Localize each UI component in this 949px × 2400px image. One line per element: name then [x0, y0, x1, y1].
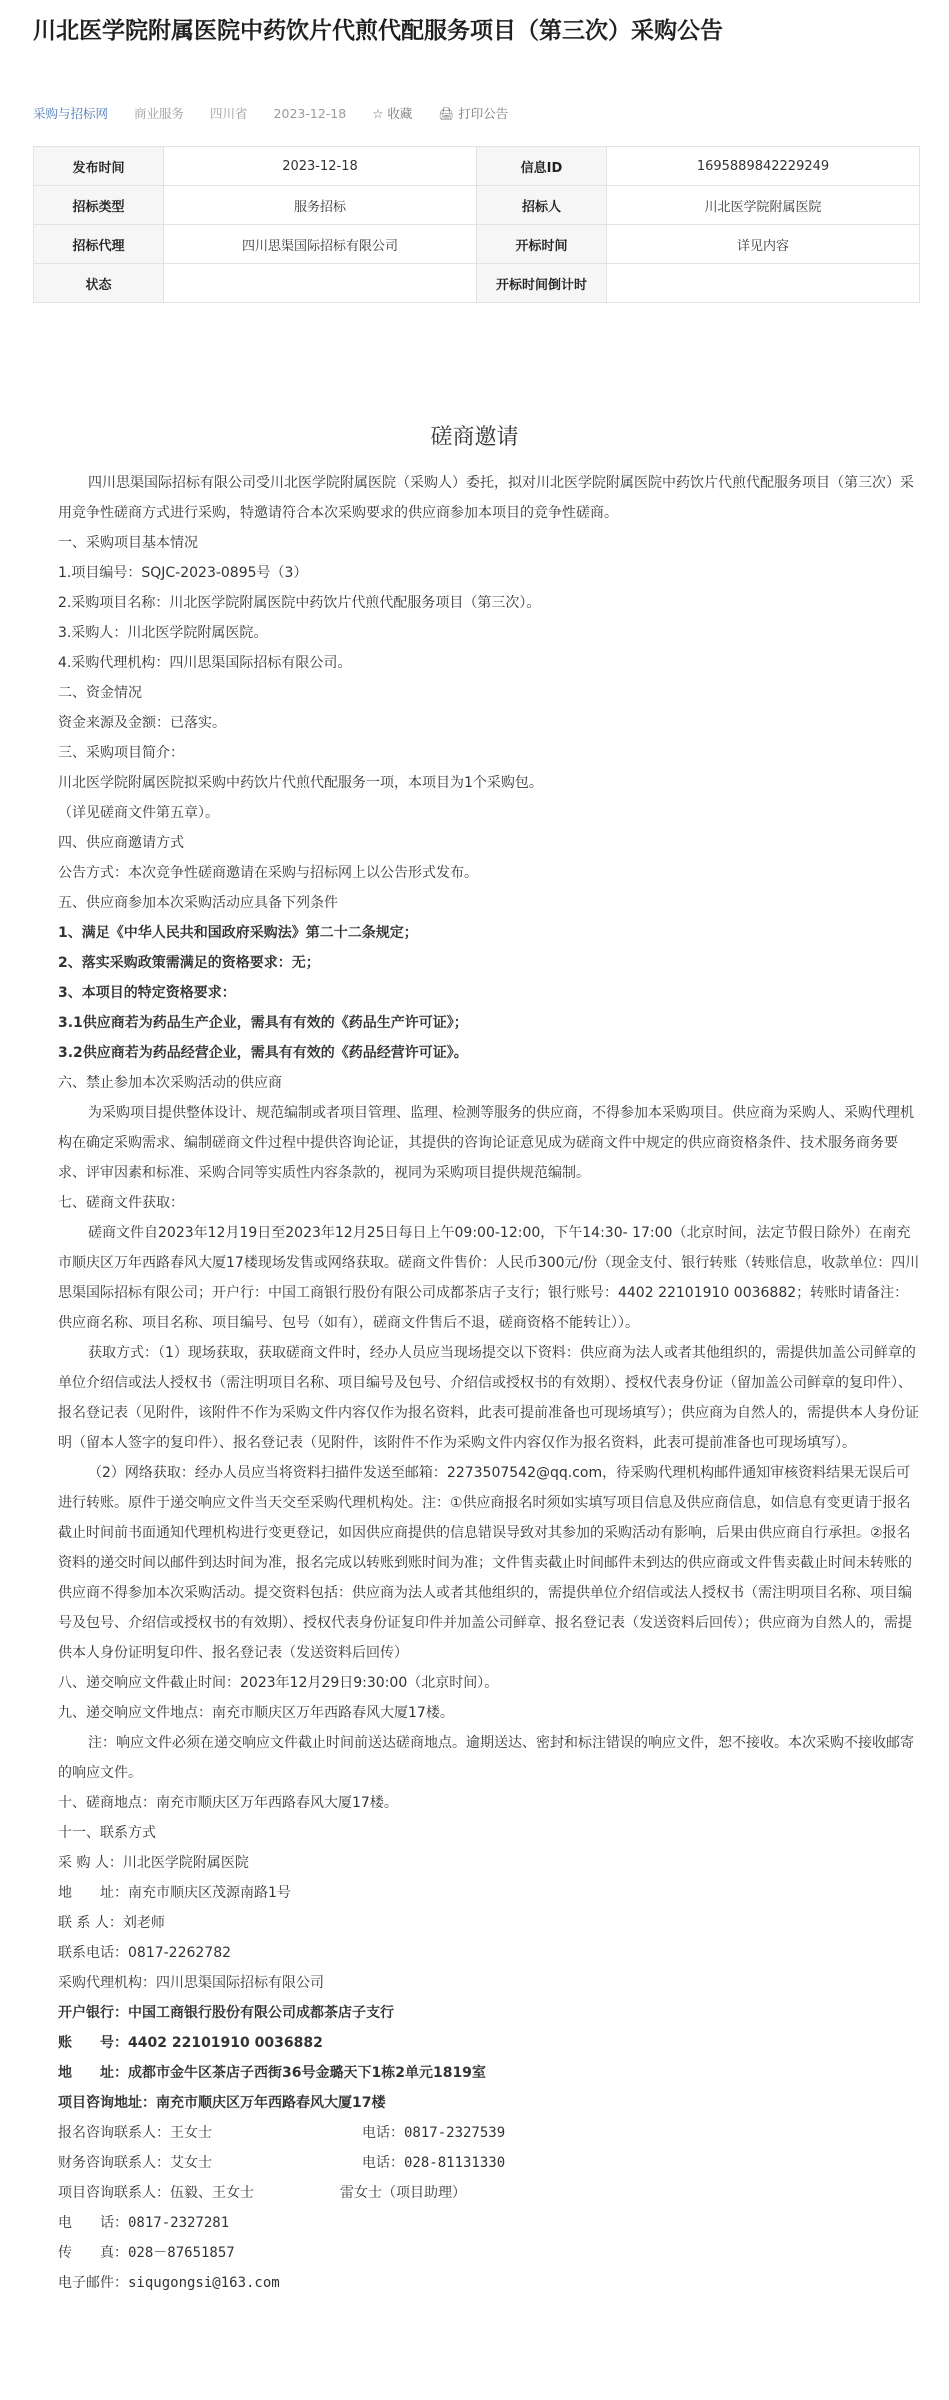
contact-label: 项目咨询联系人：	[58, 2185, 170, 2201]
open-time-label: 开标时间	[477, 225, 607, 264]
favorite-button[interactable]: ☆ 收藏	[372, 106, 413, 121]
paragraph: 3.采购人：川北医学院附属医院。	[58, 625, 268, 641]
contact-label: 项目咨询地址：	[58, 2095, 156, 2111]
section-heading: 八、递交响应文件截止时间：2023年12月29日9:30:00（北京时间）。	[58, 1675, 499, 1691]
contact-label: 联 系 人：	[58, 1915, 123, 1931]
contact-line	[58, 2028, 920, 2058]
contact-line	[58, 2088, 920, 2118]
agent-label: 招标代理	[34, 225, 164, 264]
contact-label: 地 址：	[58, 1885, 128, 1901]
contact-value: 中国工商银行股份有限公司成都茶店子支行	[128, 2005, 394, 2021]
info-id-value: 1695889842229249	[607, 147, 920, 186]
paragraph: 1、满足《中华人民共和国政府采购法》第二十二条规定；	[58, 925, 418, 941]
paragraph: 2、落实采购政策需满足的资格要求：无；	[58, 955, 320, 971]
publish-time-label: 发布时间	[34, 147, 164, 186]
contact-value: 成都市金牛区茶店子西街36号金璐天下1栋2单元1819室	[128, 2065, 486, 2081]
contact-line	[58, 2238, 920, 2268]
contact-label: 联系电话：	[58, 1945, 128, 1961]
meta-bar	[33, 102, 534, 124]
contact-value: 刘老师	[122, 1915, 165, 1931]
contact-value: 028-81131330	[404, 2155, 506, 2171]
contact-value: 艾女士	[170, 2155, 212, 2171]
contact-value: 伍毅、王女士	[170, 2185, 254, 2201]
paragraph: 3.2供应商若为药品经营企业，需具有有效的《药品经营许可证》。	[58, 1045, 468, 1061]
contact-label: 电子邮件：	[58, 2275, 128, 2291]
section-heading: 十一、联系方式	[58, 1825, 156, 1841]
contact-label: 电 话：	[58, 2215, 128, 2231]
contact-value: 南充市顺庆区万年西路春风大厦17楼	[156, 2095, 386, 2111]
contact-label: 采 购 人：	[58, 1855, 123, 1871]
contact-value: 雷女士（项目助理）	[340, 2185, 466, 2201]
contact-label: 财务咨询联系人：	[58, 2155, 170, 2171]
paragraph: 磋商文件自2023年12月19日至2023年12月25日每日上午09:00-12:00，下午14:30- 17:00（北京时间，法定节假日除外）在南充市顺庆区万年西路春风大厦17楼现场发售或网络获取。磋商文件售价：人民币300元/份（现金支付、银行转账（转账信息，收款单位：四川思渠国际招标有限公司；开户行：中国工商银行股份有限公司成都茶店子支行；银行账号：4402 22101910 0036882；转账时请备注：供应商名称、项目名称、项目编号、包号（如有），磋商文件售后不退，磋商资格不能转让））。	[58, 1225, 920, 1331]
contact-value: 4402 22101910 0036882	[128, 2035, 323, 2051]
contact-line	[58, 1998, 920, 2028]
contact-line	[58, 1908, 920, 1938]
publish-time-value: 2023-12-18	[164, 147, 477, 186]
paragraph: 获取方式：（1）现场获取，获取磋商文件时，经办人员应当现场提交以下资料：供应商为法人或者其他组织的，需提供加盖公司鲜章的单位介绍信或法人授权书（需注明项目名称、项目编号及包号、介绍信或授权书的有效期）、授权代表身份证（留加盖公司鲜章的复印件）、报名登记表（见附件，该附件不作为采购文件内容仅作为报名资料，此表可提前准备也可现场填写）；供应商为自然人的，需提供本人身份证明（留本人签字的复印件）、报名登记表（见附件，该附件不作为采购文件内容仅作为报名资料，此表可提前准备也可现场填写）。	[58, 1345, 919, 1451]
countdown-label: 开标时间倒计时	[477, 264, 607, 303]
paragraph: 资金来源及金额：已落实。	[58, 715, 226, 731]
contact-line	[58, 2118, 920, 2148]
intro-paragraph: 四川思渠国际招标有限公司受川北医学院附属医院（采购人）委托，拟对川北医学院附属医院中药饮片代煎代配服务项目（第三次）采用竞争性磋商方式进行采购，特邀请符合本次采购要求的供应商参加本项目的竞争性磋商。	[58, 475, 914, 521]
paragraph: 川北医学院附属医院拟采购中药饮片代煎代配服务一项，本项目为1个采购包。	[58, 775, 543, 791]
info-table	[33, 146, 920, 303]
contact-value: 0817-2327539	[404, 2125, 506, 2141]
source-link[interactable]: 采购与招标网	[33, 106, 109, 121]
notice-body	[58, 468, 920, 2298]
section-heading: 六、禁止参加本次采购活动的供应商	[58, 1075, 282, 1091]
contact-label: 地 址：	[58, 2065, 128, 2081]
contact-label: 电话：	[362, 2125, 404, 2141]
table-row	[34, 147, 920, 186]
contact-value: 川北医学院附属医院	[122, 1855, 249, 1871]
contact-line	[58, 2148, 920, 2178]
contact-value: 0817-2262782	[128, 1945, 232, 1961]
contact-label: 开户银行：	[58, 2005, 128, 2021]
paragraph: 3.1供应商若为药品生产企业，需具有有效的《药品生产许可证》；	[58, 1015, 468, 1031]
paragraph: （2）网络获取：经办人员应当将资料扫描件发送至邮箱：2273507542@qq.com，待采购代理机构邮件通知审核资料结果无误后可进行转账。原件于递交响应文件当天交至采购代理机构处。注：①供应商报名时须如实填写项目信息及供应商信息，如信息有变更请于报名截止时间前书面通知代理机构进行变更登记，如因供应商提供的信息错误导致对其参加的采购活动有影响，后果由供应商自行承担。②报名资料的递交时间以邮件到达时间为准，报名完成以转账到账时间为准；文件售卖截止时间邮件未到达的供应商或文件售卖截止时间未转账的供应商不得参加本次采购活动。提交资料包括：供应商为法人或者其他组织的，需提供单位介绍信或法人授权书（需注明项目名称、项目编号及包号、介绍信或授权书的有效期）、授权代表身份证复印件并加盖公司鲜章、报名登记表（发送资料后回传）；供应商为自然人的，需提供本人身份证明复印件、报名登记表（发送资料后回传）	[58, 1465, 912, 1661]
paragraph: 注：响应文件必须在递交响应文件截止时间前送达磋商地点。逾期送达、密封和标注错误的响应文件，恕不接收。本次采购不接收邮寄的响应文件。	[58, 1735, 914, 1781]
contact-line	[58, 2058, 920, 2088]
contact-label: 报名咨询联系人：	[58, 2125, 170, 2141]
table-row	[34, 264, 920, 303]
contact-label: 账 号：	[58, 2035, 128, 2051]
table-row	[34, 186, 920, 225]
notice-heading: 磋商邀请	[430, 425, 519, 450]
section-heading: 七、磋商文件获取：	[58, 1195, 184, 1211]
tenderer-value: 川北医学院附属医院	[607, 186, 920, 225]
contact-line	[58, 2268, 920, 2298]
paragraph: 3、本项目的特定资格要求：	[58, 985, 236, 1001]
table-row	[34, 225, 920, 264]
contact-label: 电话：	[362, 2155, 404, 2171]
paragraph: 公告方式：本次竞争性磋商邀请在采购与招标网上以公告形式发布。	[58, 865, 478, 881]
section-heading: 九、递交响应文件地点：南充市顺庆区万年西路春风大厦17楼。	[58, 1705, 454, 1721]
region-label: 四川省	[210, 106, 248, 121]
section-heading: 一、采购项目基本情况	[58, 535, 198, 551]
contact-value: 王女士	[170, 2125, 212, 2141]
contact-line	[58, 2178, 920, 2208]
email-link[interactable]: siqugongsi@163.com	[128, 2275, 280, 2291]
paragraph: 4.采购代理机构：四川思渠国际招标有限公司。	[58, 655, 352, 671]
status-value	[164, 264, 477, 303]
paragraph: （详见磋商文件第五章）。	[58, 805, 219, 821]
contact-value: 四川思渠国际招标有限公司	[156, 1975, 324, 1991]
contact-value: 028－87651857	[128, 2245, 235, 2261]
contact-line	[58, 1968, 920, 1998]
bid-type-label: 招标类型	[34, 186, 164, 225]
print-button[interactable]: 🖨 打印公告	[438, 106, 509, 121]
contact-value: 0817-2327281	[128, 2215, 230, 2231]
date-label: 2023-12-18	[273, 105, 347, 121]
countdown-value	[607, 264, 920, 303]
paragraph: 为采购项目提供整体设计、规范编制或者项目管理、监理、检测等服务的供应商，不得参加本采购项目。供应商为采购人、采购代理机构在确定采购需求、编制磋商文件过程中提供咨询论证，其提供的咨询论证意见成为磋商文件中规定的供应商资格条件、技术服务商务要求、评审因素和标准、采购合同等实质性内容条款的，视同为采购项目提供规范编制。	[58, 1105, 914, 1181]
contact-label: 传 真：	[58, 2245, 128, 2261]
tenderer-label: 招标人	[477, 186, 607, 225]
section-heading: 十、磋商地点：南充市顺庆区万年西路春风大厦17楼。	[58, 1795, 398, 1811]
section-heading: 四、供应商邀请方式	[58, 835, 184, 851]
paragraph: 2.采购项目名称：川北医学院附属医院中药饮片代煎代配服务项目（第三次）。	[58, 595, 541, 611]
agent-value: 四川思渠国际招标有限公司	[164, 225, 477, 264]
contact-label: 采购代理机构：	[58, 1975, 156, 1991]
bid-type-value: 服务招标	[164, 186, 477, 225]
contact-line	[58, 2208, 920, 2238]
section-heading: 五、供应商参加本次采购活动应具备下列条件	[58, 895, 338, 911]
category-label: 商业服务	[134, 106, 185, 121]
section-heading: 二、资金情况	[58, 685, 142, 701]
info-id-label: 信息ID	[477, 147, 607, 186]
paragraph: 1.项目编号：SQJC-2023-0895号（3）	[58, 565, 308, 581]
contact-line	[58, 1878, 920, 1908]
status-label: 状态	[34, 264, 164, 303]
contact-line	[58, 1848, 920, 1878]
contact-value: 南充市顺庆区茂源南路1号	[128, 1885, 291, 1901]
open-time-value: 详见内容	[607, 225, 920, 264]
contact-line	[58, 1938, 920, 1968]
section-heading: 三、采购项目简介：	[58, 745, 184, 761]
page-title: 川北医学院附属医院中药饮片代煎代配服务项目（第三次）采购公告	[33, 18, 723, 44]
